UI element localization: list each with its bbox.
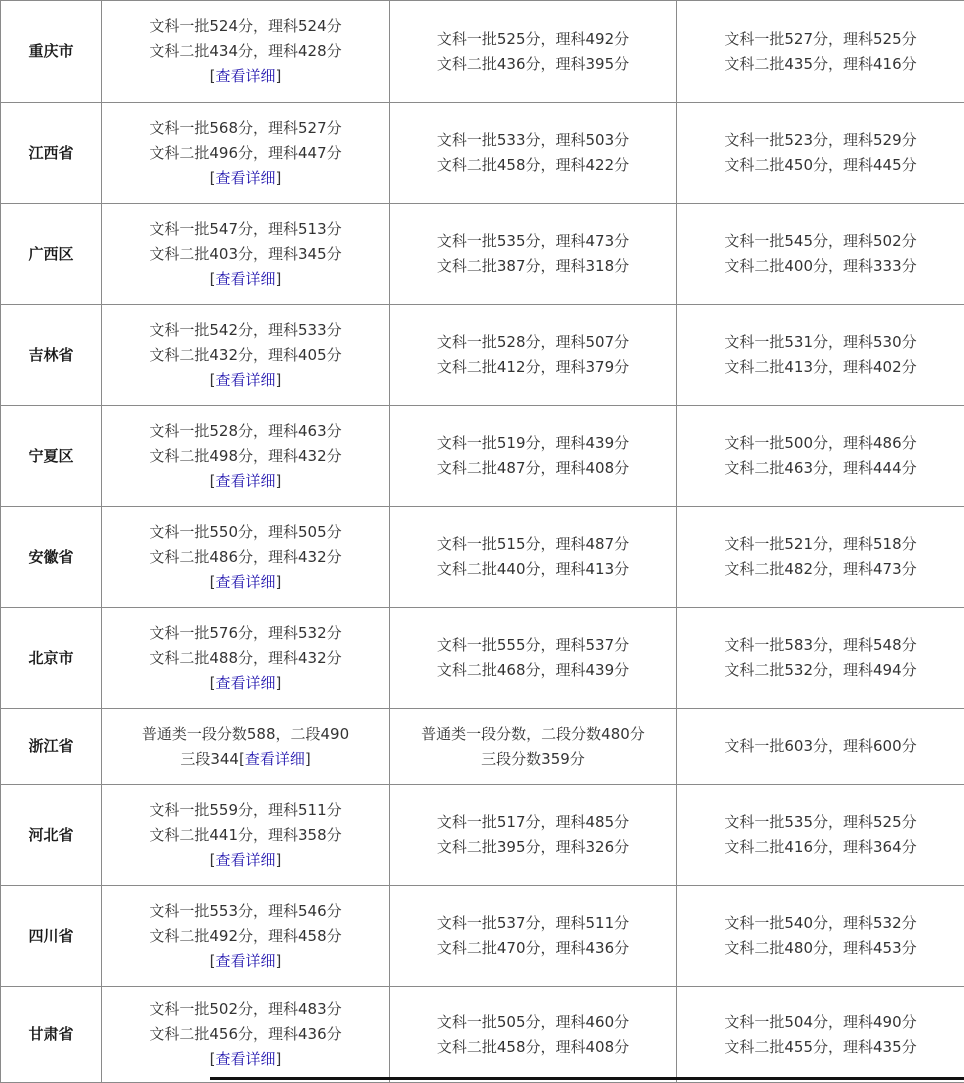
view-details-link[interactable]: [查看详细] — [210, 952, 282, 970]
score-line-wrapper — [390, 153, 676, 178]
score-line: 文科二批440分，理科413分 — [437, 560, 629, 578]
score-line: 文科一批523分，理科529分 — [724, 131, 916, 149]
score-line: 文科一批521分，理科518分 — [724, 535, 916, 553]
link-line-wrapper — [102, 469, 389, 494]
score-line-wrapper — [102, 444, 389, 469]
score-cell — [677, 406, 964, 507]
view-details-link-label[interactable]: 查看详细 — [215, 472, 275, 490]
view-details-link-label[interactable]: 查看详细 — [215, 270, 275, 288]
score-cell — [390, 507, 677, 608]
table-row — [1, 785, 964, 886]
score-line-wrapper — [102, 646, 389, 671]
score-cell — [677, 507, 964, 608]
link-line-wrapper — [102, 949, 389, 974]
table-row — [1, 608, 964, 709]
score-table-body — [1, 1, 964, 1083]
score-line: 普通类一段分数588，二段490 — [142, 725, 349, 743]
province-cell: 河北省 — [1, 785, 102, 886]
score-line-wrapper — [677, 557, 964, 582]
score-line-wrapper — [390, 633, 676, 658]
score-line: 文科二批468分，理科439分 — [437, 661, 629, 679]
score-line-wrapper — [677, 431, 964, 456]
province-cell: 四川省 — [1, 886, 102, 987]
score-line-wrapper — [677, 330, 964, 355]
score-line-wrapper — [677, 128, 964, 153]
view-details-link-label[interactable]: 查看详细 — [215, 952, 275, 970]
score-line: 文科二批400分，理科333分 — [724, 257, 916, 275]
score-line: 文科一批527分，理科525分 — [724, 30, 916, 48]
view-details-link-label[interactable]: 查看详细 — [215, 371, 275, 389]
score-line-wrapper — [102, 747, 389, 772]
score-line-wrapper — [102, 14, 389, 39]
score-line-wrapper — [677, 810, 964, 835]
score-cell — [102, 1, 390, 103]
score-line: 文科一批583分，理科548分 — [724, 636, 916, 654]
score-cell — [102, 305, 390, 406]
score-line: 文科二批403分，理科345分 — [149, 245, 341, 263]
score-line: 文科二批470分，理科436分 — [437, 939, 629, 957]
score-line-wrapper — [102, 798, 389, 823]
score-cell — [390, 987, 677, 1083]
score-cell — [677, 785, 964, 886]
link-line-wrapper — [102, 848, 389, 873]
score-cell — [390, 103, 677, 204]
score-line: 文科一批505分，理科460分 — [437, 1013, 629, 1031]
view-details-link[interactable]: [查看详细] — [210, 472, 282, 490]
province-cell: 广西区 — [1, 204, 102, 305]
score-line: 文科二批413分，理科402分 — [724, 358, 916, 376]
score-cell — [102, 406, 390, 507]
score-cell — [390, 785, 677, 886]
score-line: 文科一批545分，理科502分 — [724, 232, 916, 250]
view-details-link[interactable]: [查看详细] — [210, 371, 282, 389]
score-line: 文科二批482分，理科473分 — [724, 560, 916, 578]
score-line: 文科一批528分，理科507分 — [437, 333, 629, 351]
score-cell — [677, 608, 964, 709]
province-cell: 重庆市 — [1, 1, 102, 103]
score-line: 文科二批458分，理科408分 — [437, 1038, 629, 1056]
score-line: 文科二批498分，理科432分 — [149, 447, 341, 465]
link-line-wrapper — [102, 1047, 389, 1072]
score-line-wrapper — [390, 658, 676, 683]
score-line-wrapper — [390, 722, 676, 747]
score-line: 文科一批525分，理科492分 — [437, 30, 629, 48]
score-line: 文科一批531分，理科530分 — [724, 333, 916, 351]
view-details-link[interactable]: [查看详细] — [210, 573, 282, 591]
score-line: 普通类一段分数，二段分数480分 — [421, 725, 645, 743]
score-line-wrapper — [102, 343, 389, 368]
score-cell — [677, 204, 964, 305]
table-row — [1, 886, 964, 987]
link-line-wrapper — [102, 64, 389, 89]
score-cell — [390, 886, 677, 987]
score-line: 文科二批492分，理科458分 — [149, 927, 341, 945]
score-line-wrapper — [390, 229, 676, 254]
view-details-link-label[interactable]: 查看详细 — [215, 1050, 275, 1068]
score-line-wrapper — [102, 1022, 389, 1047]
view-details-link[interactable]: [查看详细] — [210, 674, 282, 692]
score-line-wrapper — [102, 621, 389, 646]
score-cell — [102, 709, 390, 785]
score-line: 文科二批458分，理科422分 — [437, 156, 629, 174]
score-cell — [102, 507, 390, 608]
score-line: 文科二批480分，理科453分 — [724, 939, 916, 957]
score-line: 文科一批519分，理科439分 — [437, 434, 629, 452]
score-line: 文科一批500分，理科486分 — [724, 434, 916, 452]
score-line: 文科二批436分，理科395分 — [437, 55, 629, 73]
score-line: 文科一批559分，理科511分 — [149, 801, 341, 819]
view-details-link[interactable]: [查看详细] — [210, 67, 282, 85]
score-line: 三段344 — [180, 750, 239, 768]
score-line: 文科二批488分，理科432分 — [149, 649, 341, 667]
score-cell — [677, 103, 964, 204]
score-line: 文科一批537分，理科511分 — [437, 914, 629, 932]
province-cell: 安徽省 — [1, 507, 102, 608]
score-line: 文科一批553分，理科546分 — [149, 902, 341, 920]
score-line: 文科二批432分，理科405分 — [149, 346, 341, 364]
table-row — [1, 406, 964, 507]
province-cell: 宁夏区 — [1, 406, 102, 507]
score-line-wrapper — [390, 1010, 676, 1035]
score-line: 文科二批387分，理科318分 — [437, 257, 629, 275]
table-row — [1, 204, 964, 305]
score-line: 文科二批486分，理科432分 — [149, 548, 341, 566]
score-line-wrapper — [102, 545, 389, 570]
score-line: 文科一批533分，理科503分 — [437, 131, 629, 149]
score-line-wrapper — [390, 747, 676, 772]
score-line: 文科二批455分，理科435分 — [724, 1038, 916, 1056]
score-line: 文科一批517分，理科485分 — [437, 813, 629, 831]
score-line-wrapper — [390, 254, 676, 279]
score-cell — [677, 709, 964, 785]
score-line: 文科一批524分，理科524分 — [149, 17, 341, 35]
view-details-link-label[interactable]: 查看详细 — [215, 67, 275, 85]
score-line-wrapper — [102, 419, 389, 444]
score-line: 文科二批450分，理科445分 — [724, 156, 916, 174]
score-cell — [677, 1, 964, 103]
score-line-wrapper — [677, 1035, 964, 1060]
score-line-wrapper — [677, 911, 964, 936]
score-line-wrapper — [390, 810, 676, 835]
score-line-wrapper — [390, 1035, 676, 1060]
score-line-wrapper — [677, 456, 964, 481]
score-line-wrapper — [390, 532, 676, 557]
score-line: 文科一批576分，理科532分 — [149, 624, 341, 642]
score-line-wrapper — [102, 217, 389, 242]
score-line: 文科二批416分，理科364分 — [724, 838, 916, 856]
score-line: 文科一批542分，理科533分 — [149, 321, 341, 339]
province-cell: 吉林省 — [1, 305, 102, 406]
score-line: 三段分数359分 — [481, 750, 585, 768]
score-line: 文科二批456分，理科436分 — [149, 1025, 341, 1043]
score-line-wrapper — [677, 936, 964, 961]
score-line-wrapper — [677, 734, 964, 759]
view-details-link[interactable]: [查看详细] — [239, 750, 311, 768]
score-cell — [390, 709, 677, 785]
score-line-wrapper — [102, 823, 389, 848]
score-line-wrapper — [677, 153, 964, 178]
score-line-wrapper — [390, 557, 676, 582]
link-line-wrapper — [102, 368, 389, 393]
score-line: 文科一批535分，理科473分 — [437, 232, 629, 250]
score-cell — [677, 305, 964, 406]
view-details-link[interactable]: [查看详细] — [210, 270, 282, 288]
score-line-wrapper — [390, 431, 676, 456]
score-line-wrapper — [102, 242, 389, 267]
score-cell — [390, 305, 677, 406]
score-line-wrapper — [390, 128, 676, 153]
score-line: 文科一批504分，理科490分 — [724, 1013, 916, 1031]
score-line: 文科二批435分，理科416分 — [724, 55, 916, 73]
table-row — [1, 507, 964, 608]
score-line-wrapper — [677, 52, 964, 77]
view-details-link-label[interactable]: 查看详细 — [215, 169, 275, 187]
link-line-wrapper — [102, 671, 389, 696]
score-line-wrapper — [390, 835, 676, 860]
province-cell: 北京市 — [1, 608, 102, 709]
score-line-wrapper — [677, 1010, 964, 1035]
score-cell — [102, 204, 390, 305]
score-line-wrapper — [677, 229, 964, 254]
score-line-wrapper — [677, 633, 964, 658]
score-line: 文科二批412分，理科379分 — [437, 358, 629, 376]
view-details-link-label[interactable]: 查看详细 — [215, 851, 275, 869]
score-cell — [677, 886, 964, 987]
score-cell — [390, 204, 677, 305]
score-line-wrapper — [102, 318, 389, 343]
score-cell — [390, 608, 677, 709]
score-line: 文科一批502分，理科483分 — [149, 1000, 341, 1018]
score-cell — [102, 886, 390, 987]
score-line: 文科二批441分，理科358分 — [149, 826, 341, 844]
table-row — [1, 1, 964, 103]
score-line-wrapper — [102, 924, 389, 949]
view-details-link-label[interactable]: 查看详细 — [215, 674, 275, 692]
view-details-link[interactable]: [查看详细] — [210, 851, 282, 869]
view-details-link[interactable]: [查看详细] — [210, 169, 282, 187]
score-line: 文科一批540分，理科532分 — [724, 914, 916, 932]
score-line-wrapper — [390, 911, 676, 936]
score-line-wrapper — [677, 27, 964, 52]
score-line: 文科一批550分，理科505分 — [149, 523, 341, 541]
score-cell — [102, 987, 390, 1083]
table-row — [1, 709, 964, 785]
province-cell: 浙江省 — [1, 709, 102, 785]
score-line: 文科一批528分，理科463分 — [149, 422, 341, 440]
score-line-wrapper — [390, 330, 676, 355]
score-line-wrapper — [677, 355, 964, 380]
score-cell — [390, 406, 677, 507]
score-line-wrapper — [102, 520, 389, 545]
link-line-wrapper — [102, 166, 389, 191]
score-line: 文科二批463分，理科444分 — [724, 459, 916, 477]
score-line-wrapper — [677, 658, 964, 683]
province-cell: 甘肃省 — [1, 987, 102, 1083]
score-line-wrapper — [102, 899, 389, 924]
score-cell — [677, 987, 964, 1083]
score-line-wrapper — [390, 27, 676, 52]
score-line: 文科一批535分，理科525分 — [724, 813, 916, 831]
score-line-wrapper — [102, 116, 389, 141]
score-line: 文科二批532分，理科494分 — [724, 661, 916, 679]
table-row — [1, 987, 964, 1083]
score-line: 文科二批496分，理科447分 — [149, 144, 341, 162]
score-cell — [390, 1, 677, 103]
province-cell: 江西省 — [1, 103, 102, 204]
view-details-link-label[interactable]: 查看详细 — [245, 750, 305, 768]
view-details-link-label[interactable]: 查看详细 — [215, 573, 275, 591]
link-line-wrapper — [102, 267, 389, 292]
table-row — [1, 103, 964, 204]
score-cell — [102, 785, 390, 886]
table-row — [1, 305, 964, 406]
score-line: 文科一批515分，理科487分 — [437, 535, 629, 553]
score-line-wrapper — [102, 39, 389, 64]
view-details-link[interactable]: [查看详细] — [210, 1050, 282, 1068]
score-line-wrapper — [102, 997, 389, 1022]
score-line-wrapper — [390, 355, 676, 380]
score-line: 文科二批487分，理科408分 — [437, 459, 629, 477]
score-line-wrapper — [390, 52, 676, 77]
link-line-wrapper — [102, 570, 389, 595]
score-line: 文科二批434分，理科428分 — [149, 42, 341, 60]
score-cell — [102, 103, 390, 204]
score-line-wrapper — [677, 532, 964, 557]
score-line: 文科一批547分，理科513分 — [149, 220, 341, 238]
score-line-wrapper — [677, 254, 964, 279]
score-line-wrapper — [390, 456, 676, 481]
score-line: 文科二批395分，理科326分 — [437, 838, 629, 856]
score-line: 文科一批568分，理科527分 — [149, 119, 341, 137]
score-line-wrapper — [390, 936, 676, 961]
score-line: 文科一批603分，理科600分 — [724, 737, 916, 755]
score-cell — [102, 608, 390, 709]
score-line-wrapper — [102, 722, 389, 747]
score-line-wrapper — [677, 835, 964, 860]
score-line-wrapper — [102, 141, 389, 166]
score-line: 文科一批555分，理科537分 — [437, 636, 629, 654]
